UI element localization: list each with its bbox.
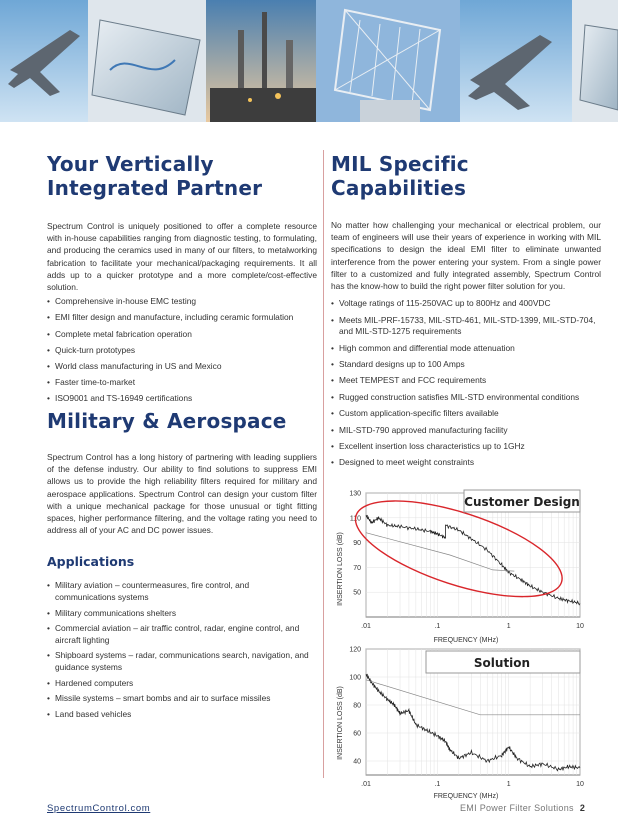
chart-y-tick-label: 100	[349, 674, 361, 682]
column-divider	[323, 150, 324, 778]
chart-y-axis-label: INSERTION LOSS (dB)	[337, 686, 344, 760]
list-item: • Meet TEMPEST and FCC requirements	[331, 375, 601, 387]
list-item: • Custom application-specific filters available	[331, 408, 601, 420]
chart-title: Customer Design	[464, 495, 580, 509]
intro-paragraph: Spectrum Control is uniquely positioned to offer a complete resource with in-house capabilities ranging from diagnostic testing, to formulating, and producing the ceramics used in many of our filters, to metalworking fabrication to facilitate your mechanical/packaging requirements. It all adds up to a quicker prototype and a more complete/cost-effective solution.	[47, 221, 317, 293]
chart-x-tick-label: .1	[434, 781, 441, 788]
chart-y-tick-label: 120	[349, 646, 361, 654]
list-item: • Commercial aviation – air traffic control, radar, engine control, and aircraft lighting	[47, 623, 317, 646]
list-item: • Military aviation – countermeasures, fire control, and communications systems	[47, 580, 317, 603]
list-item: • Hardened computers	[47, 678, 317, 690]
list-item: • Land based vehicles	[47, 709, 317, 721]
list-item: • Voltage ratings of 115-250VAC up to 800Hz and 400VDC	[331, 298, 601, 310]
list-item: • Comprehensive in-house EMC testing	[47, 296, 317, 308]
mil-paragraph: No matter how challenging your mechanical or electrical problem, our team of engineers will use their years of experience in working with MIL specifications to design the ideal EMI filter to eliminate unwanted interference from the power entering your system. From a single power filter to a customized and fully integrated assembly, Spectrum Control has the know-how to build the right power filter solution for you.	[331, 220, 601, 292]
chart-x-tick-label: 10	[576, 781, 584, 788]
list-item: • MIL-STD-790 approved manufacturing facility	[331, 425, 601, 437]
jet-photo-2	[460, 0, 572, 122]
list-item: • EMI filter design and manufacture, including ceramic formulation	[47, 312, 317, 324]
jet-photo-1	[0, 0, 88, 122]
list-item: • Designed to meet weight constraints	[331, 457, 601, 469]
list-item: • Quick-turn prototypes	[47, 345, 317, 357]
list-item: • ISO9001 and TS-16949 certifications	[47, 393, 317, 405]
mil-capabilities-heading: MIL Specific Capabilities	[331, 152, 469, 200]
applications-list	[47, 580, 317, 720]
mil-capabilities-list	[331, 298, 601, 469]
tablet-photo-2	[572, 0, 618, 122]
list-item: • Standard designs up to 100 Amps	[331, 359, 601, 371]
radar-photo	[316, 0, 460, 122]
footer-website-link[interactable]: SpectrumControl.com	[47, 803, 151, 814]
chart-measured-line	[366, 674, 580, 771]
chart-y-tick-label: 80	[353, 702, 361, 710]
right-column	[331, 152, 601, 469]
chart-measured-line	[366, 515, 580, 605]
chart-y-axis-label: INSERTION LOSS (dB)	[337, 532, 344, 606]
chart-y-tick-label: 70	[353, 564, 361, 572]
list-item: • Military communications shelters	[47, 608, 317, 620]
chart-x-tick-label: .01	[361, 623, 371, 630]
refinery-photo	[206, 0, 316, 122]
list-item: • Rugged construction satisfies MIL-STD environmental conditions	[331, 392, 601, 404]
tablet-photo	[88, 0, 206, 122]
chart-x-tick-label: .01	[361, 781, 371, 788]
list-item: • Shipboard systems – radar, communications search, navigation, and guidance systems	[47, 650, 317, 673]
chart-title: Solution	[473, 656, 531, 670]
chart-x-tick-label: 10	[576, 623, 584, 630]
page-number: 2	[579, 803, 586, 813]
capabilities-list	[47, 296, 317, 405]
header-banner	[0, 0, 618, 122]
left-column	[47, 152, 317, 720]
footer-doc-title	[460, 803, 585, 813]
list-item: • Excellent insertion loss characteristics up to 1GHz	[331, 441, 601, 453]
list-item: • Faster time-to-market	[47, 377, 317, 389]
military-aerospace-heading: Military & Aerospace	[47, 408, 287, 433]
chart-y-tick-label: 40	[353, 758, 361, 766]
chart-y-tick-label: 110	[349, 515, 361, 523]
banner-collage	[0, 0, 618, 122]
customer-design-chart	[330, 485, 590, 645]
chart-y-tick-label: 90	[353, 540, 361, 548]
list-item: • Meets MIL-PRF-15733, MIL-STD-461, MIL-STD-1399, MIL-STD-704, and MIL-STD-1275 requirements	[331, 315, 601, 338]
chart-x-axis-label: FREQUENCY (MHz)	[433, 637, 499, 644]
military-paragraph: Spectrum Control has a long history of partnering with leading suppliers of the defense industry. Our ability to find solutions to suppress EMI allows us to provide the high reliability filters required for military and aerospace applications. Spectrum Control can design your custom filter with a unique mechanical package for those unusual or tight fitting spaces, higher performance filtering, and the voltage rating you need to address all of your AC and DC power issues.	[47, 451, 317, 536]
applications-heading: Applications	[47, 554, 135, 570]
list-item: • High common and differential mode attenuation	[331, 343, 601, 355]
chart-x-tick-label: 1	[506, 623, 511, 630]
chart-y-tick-label: 50	[353, 589, 361, 597]
solution-chart	[330, 643, 590, 803]
chart-y-tick-label: 130	[349, 490, 361, 498]
chart-x-axis-label: FREQUENCY (MHz)	[433, 793, 499, 800]
vertically-integrated-heading: Your Vertically Integrated Partner	[47, 152, 263, 200]
chart-limit-line	[366, 533, 514, 571]
chart-x-tick-label: 1	[506, 781, 511, 788]
chart-y-tick-label: 60	[353, 730, 361, 738]
chart-x-tick-label: .1	[434, 623, 441, 630]
list-item: • Complete metal fabrication operation	[47, 329, 317, 341]
footer-title: EMI Power Filter Solutions	[460, 803, 574, 813]
list-item: • World class manufacturing in US and Mexico	[47, 361, 317, 373]
list-item: • Missile systems – smart bombs and air to surface missiles	[47, 693, 317, 705]
